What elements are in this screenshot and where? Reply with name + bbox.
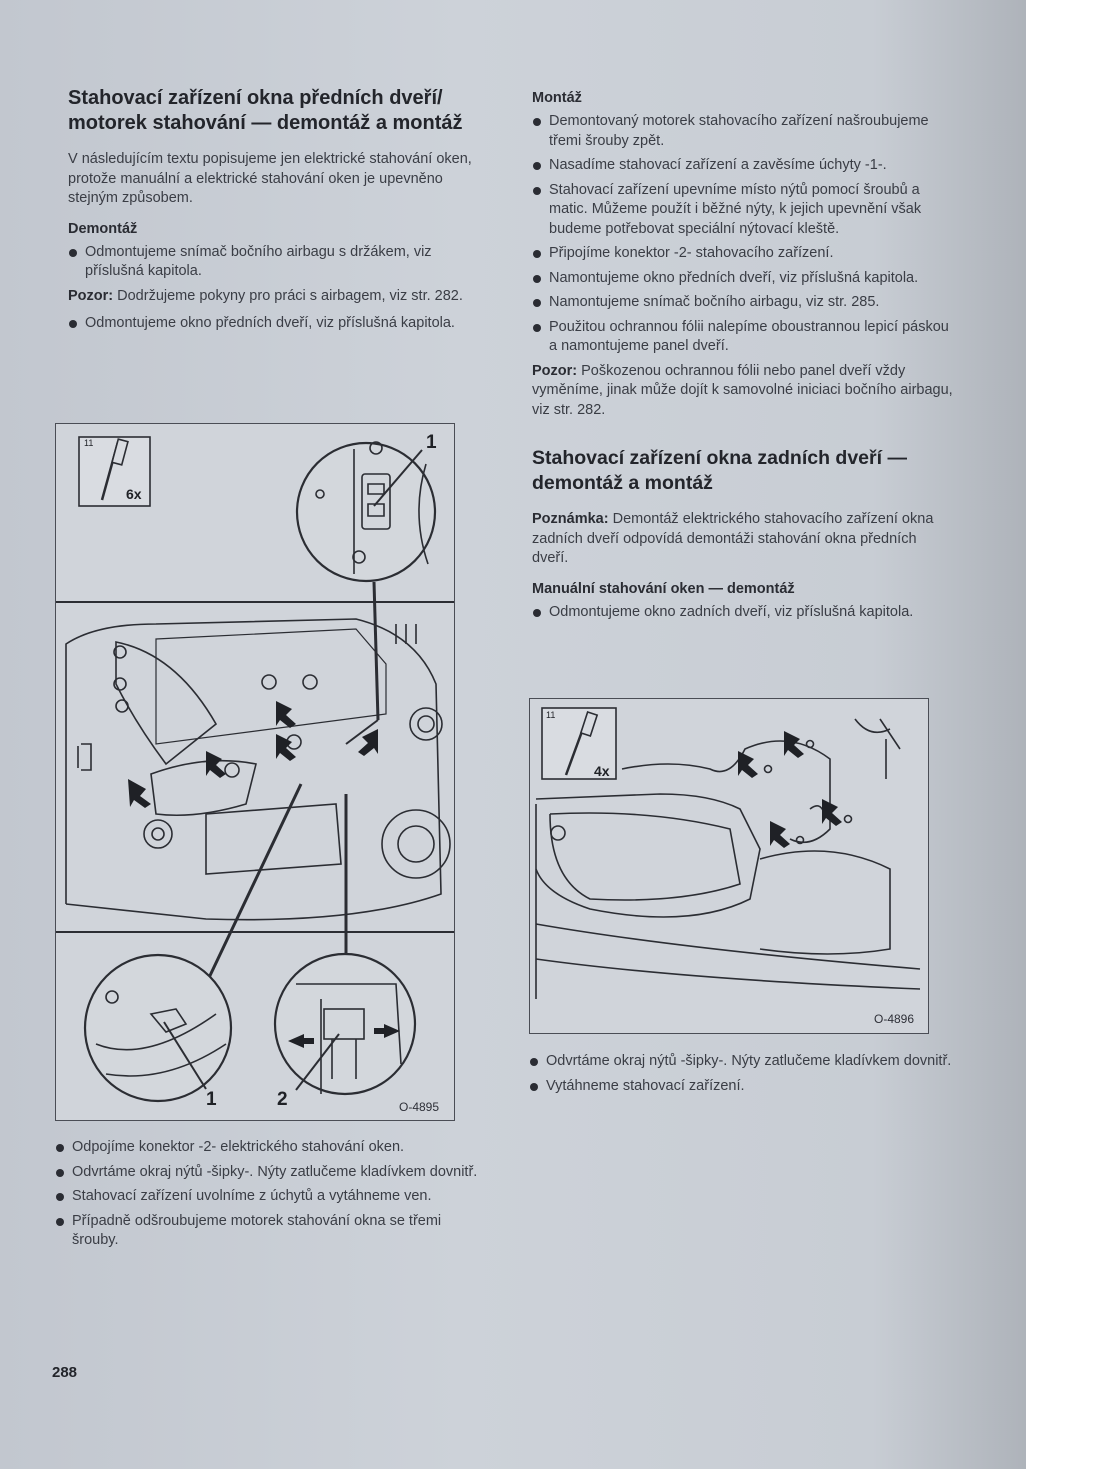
- pozor-text: Dodržujeme pokyny pro práci s airbagem, viz str. 282.: [117, 287, 463, 304]
- manual-list: [532, 603, 954, 623]
- door-illustration-2: [530, 699, 928, 1033]
- list-item: Vytáhneme stahovací zařízení.: [529, 1077, 954, 1097]
- list-item: Odvrtáme okraj nýtů -šipky-. Nýty zatlučeme kladívkem dovnitř.: [55, 1163, 480, 1183]
- list-item: Nasadíme stahovací zařízení a zavěsíme úchyty -1-.: [532, 156, 954, 176]
- demontaz-list-1: [68, 243, 486, 282]
- pozor-label: Pozor:: [68, 287, 114, 304]
- rivet-quantity-label-2: 4x: [594, 763, 610, 779]
- pozor-text-right: Poškozenou ochrannou fólii nebo panel dveří vždy vyměníme, jinak může dojít k samovolné iniciaci bočního airbagu, viz str. 282.: [532, 362, 953, 418]
- figure-code-2: O-4896: [874, 1012, 915, 1026]
- section-title-front-door: Stahovací zařízení okna předních dveří/ motorek stahování — demontáž a montáž: [68, 87, 463, 134]
- pozor-note-right: [532, 362, 954, 421]
- callout-bottom-2: 2: [277, 1089, 288, 1110]
- list-item: Stahovací zařízení upevníme místo nýtů pomocí šroubů a matic. Můžeme použít i běžné nýty, k jejich upevnění však budeme potřebovat speciální nýtovací kleště.: [532, 181, 954, 240]
- list-item: Demontovaný motorek stahovacího zařízení našroubujeme třemi šrouby zpět.: [532, 112, 954, 151]
- list-item: Odvrtáme okraj nýtů -šipky-. Nýty zatlučeme kladívkem dovnitř.: [529, 1052, 954, 1072]
- list-item: Odmontujeme okno předních dveří, viz příslušná kapitola.: [68, 314, 486, 334]
- demontaz-list-3: [55, 1138, 480, 1251]
- list-item: Namontujeme okno předních dveří, viz příslušná kapitola.: [532, 269, 954, 289]
- list-item: Odpojíme konektor -2- elektrického stahování oken.: [55, 1138, 480, 1158]
- after-figure-list: [529, 1052, 954, 1096]
- poznamka-text: Demontáž elektrického stahovacího zařízení okna zadních dveří odpovídá demontáži stahování okna předních dveří.: [532, 511, 934, 566]
- figure-front-door-window-regulator: [55, 423, 455, 1121]
- demontaz-heading: Demontáž: [68, 220, 138, 237]
- tool-number-label-2: 11: [546, 710, 556, 720]
- tool-number-label: 11: [84, 438, 94, 448]
- figure-rear-door-window-regulator: [529, 698, 929, 1034]
- list-item: Použitou ochrannou fólii nalepíme oboustrannou lepicí páskou a namontujeme panel dveří.: [532, 318, 954, 357]
- montaz-list: [532, 112, 954, 357]
- poznamka-label: Poznámka:: [532, 511, 609, 527]
- left-column-bottom: [55, 1138, 480, 1256]
- manual-heading: Manuální stahování oken — demontáž: [532, 580, 795, 597]
- rivet-quantity-label: 6x: [126, 486, 142, 502]
- callout-bottom-1: 1: [206, 1089, 217, 1110]
- left-column: [68, 86, 486, 339]
- list-item: Případně odšroubujeme motorek stahování okna se třemi šrouby.: [55, 1212, 480, 1251]
- figure-code: O-4895: [399, 1100, 440, 1114]
- right-column: [532, 90, 954, 627]
- list-item: Odmontujeme okno zadních dveří, viz příslušná kapitola.: [532, 603, 954, 623]
- list-item: Odmontujeme snímač bočního airbagu s držákem, viz příslušná kapitola.: [68, 243, 486, 282]
- list-item: Připojíme konektor -2- stahovacího zařízení.: [532, 244, 954, 264]
- section-title-rear-door: Stahovací zařízení okna zadních dveří — demontáž a montáž: [532, 447, 907, 494]
- list-item: Stahovací zařízení uvolníme z úchytů a vytáhneme ven.: [55, 1187, 480, 1207]
- montaz-heading: Montáž: [532, 90, 582, 106]
- demontaz-list-2: [68, 314, 486, 334]
- list-item: Namontujeme snímač bočního airbagu, viz str. 285.: [532, 293, 954, 313]
- intro-paragraph: V následujícím textu popisujeme jen elektrické stahování oken, protože manuální a elektrické stahování oken je upevněno stejným způsobem.: [68, 151, 472, 206]
- pozor-note: [68, 287, 486, 307]
- pozor-label-right: Pozor:: [532, 362, 578, 379]
- right-column-bottom: [529, 1052, 954, 1101]
- door-illustration-1: [56, 424, 454, 1120]
- poznamka-note: [532, 510, 954, 569]
- page-number: 288: [52, 1364, 78, 1381]
- callout-top: 1: [426, 432, 437, 453]
